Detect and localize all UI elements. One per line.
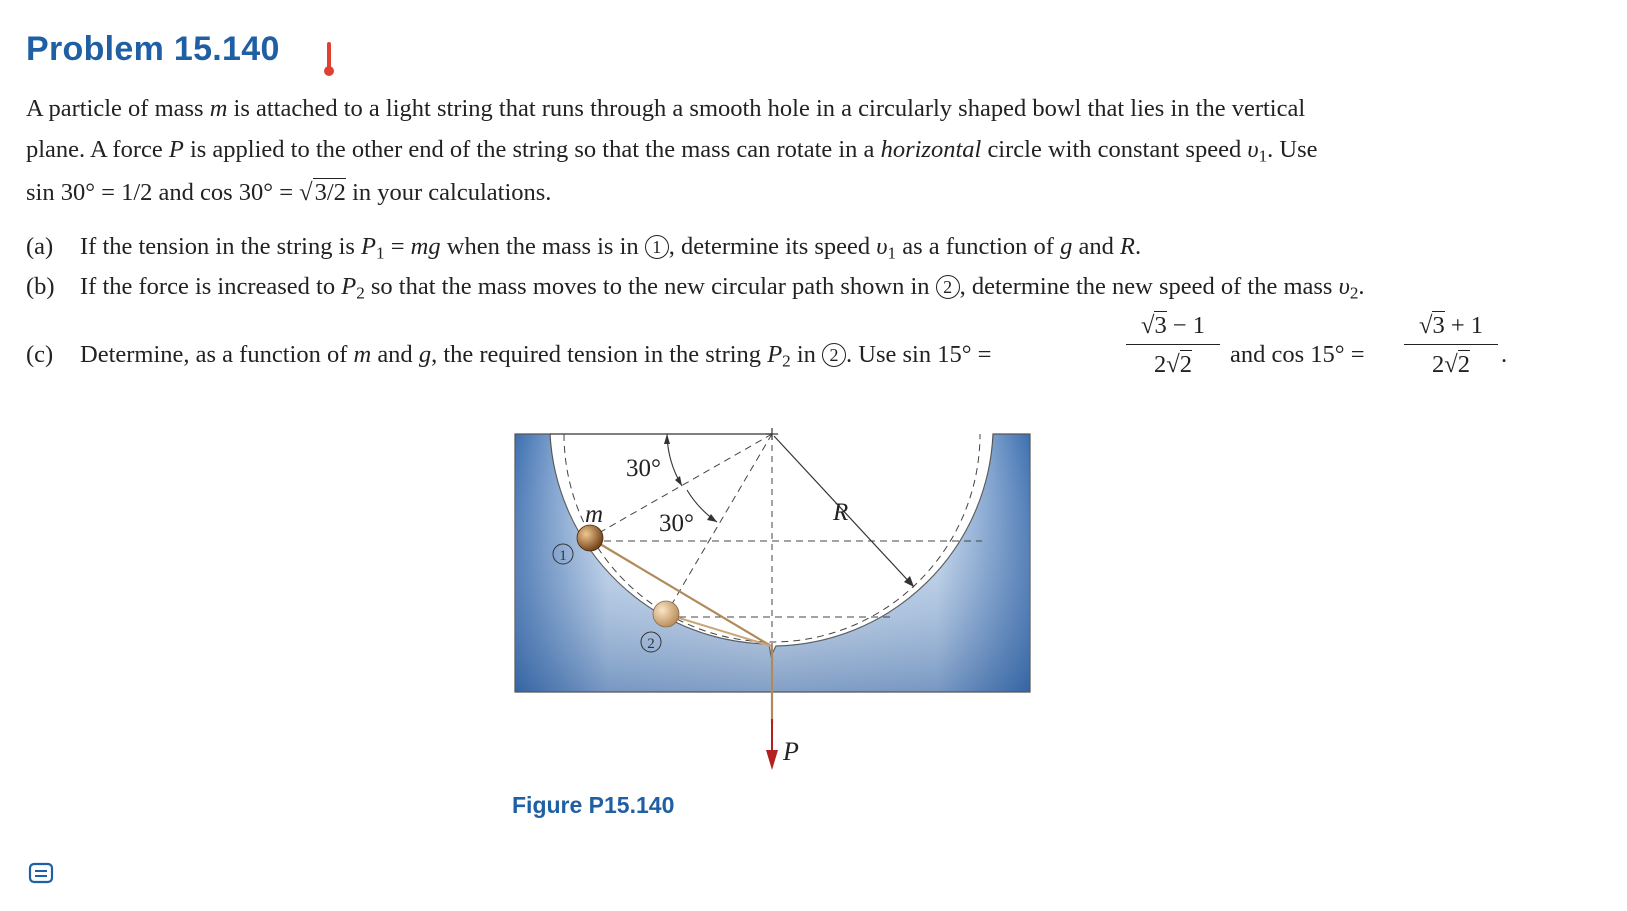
part-b: (b) If the force is increased to $P_2$ so that the mass moves to the new circular path shown in 2 , determine the new speed of the mass $\upsilon_2$. [26, 273, 1365, 303]
position-2-marker: 2 [822, 343, 846, 367]
problem-title: Problem 15.140 [26, 30, 280, 68]
part-c-period: . [1501, 341, 1508, 368]
bowl-figure [512, 424, 1036, 780]
and-cos15-text: and cos 15° = [1230, 341, 1365, 368]
sqrt-expression: √3/2 [299, 179, 346, 206]
fraction-sin15: $\frac{√3 - 1}{2√2}$ [1126, 312, 1220, 379]
angle-label-mid: 30° [659, 510, 694, 537]
mass-label: m [585, 501, 604, 528]
part-a: (a) If the tension in the string is $P_1$ = mg when the mass is in 1 , determine its speed $\upsilon_1$ as a function of g and R. [26, 233, 1142, 263]
radius-label: R [833, 499, 849, 526]
statement-line-2: plane. A force P is applied to the other end of the string so that the mass can rotate in a horizontal circle with constant speed $\upsilon_1$. Use [26, 136, 1318, 166]
document-icon[interactable] [28, 862, 54, 884]
angle-label-top: 30° [626, 455, 661, 482]
position-1-marker: 1 [645, 235, 669, 259]
position-2-marker: 2 [936, 275, 960, 299]
thermometer-icon [323, 40, 335, 78]
position-1-number: 1 [559, 548, 567, 564]
mass-position-1 [577, 525, 603, 551]
statement-line-3: sin 30° = 1/2 and cos 30° = √3/2 in your calculations. [26, 179, 552, 206]
figure-caption: Figure P15.140 [512, 792, 675, 818]
fraction-cos15: $\frac{√3 + 1}{2√2}$ [1404, 312, 1498, 379]
mass-position-2 [653, 601, 679, 627]
statement-line-1: A particle of mass m is attached to a light string that runs through a smooth hole in a circularly shaped bowl that lies in the vertical [26, 95, 1306, 122]
force-label: P [783, 737, 799, 766]
part-c: (c) Determine, as a function of m and g, the required tension in the string $P_2$ in 2 . Use sin 15° = [26, 341, 992, 371]
position-2-number: 2 [647, 636, 655, 652]
